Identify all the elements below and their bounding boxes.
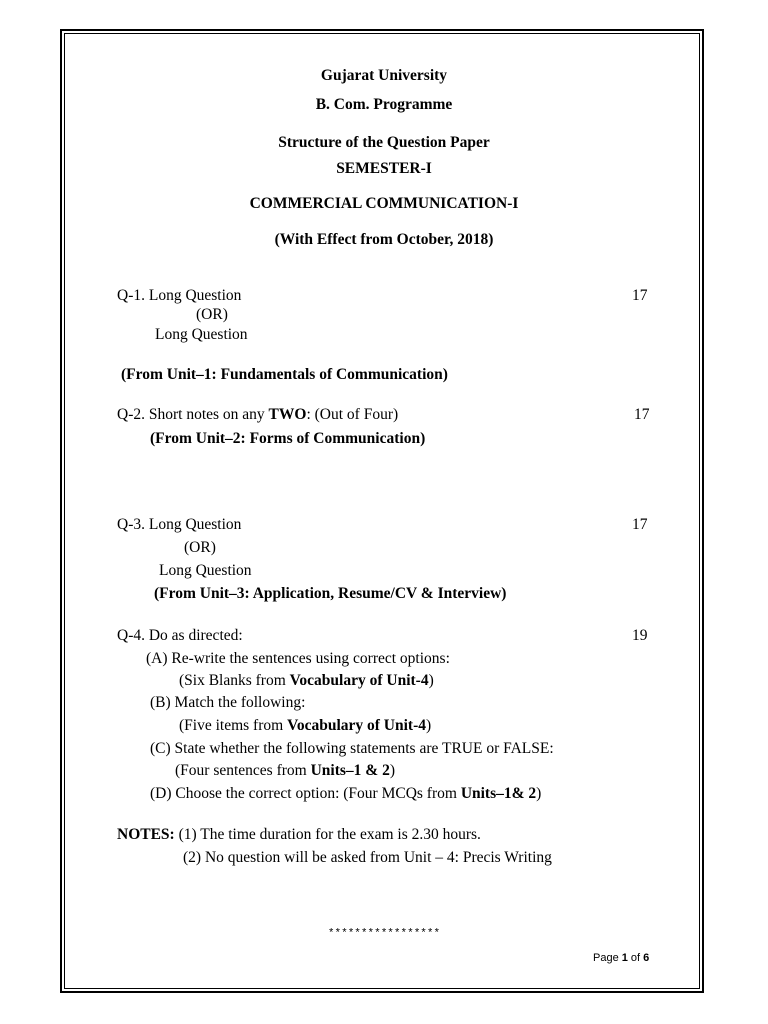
q4-part-d: (D) Choose the correct option: (Four MCQs from Units–1& 2): [150, 785, 542, 802]
q4-part-a-sub: (Six Blanks from Vocabulary of Unit-4): [179, 672, 434, 689]
university-title: Gujarat University: [320, 67, 448, 84]
q4-marks: 19: [632, 627, 648, 644]
q4-part-c-sub: (Four sentences from Units–1 & 2): [175, 762, 395, 779]
q3-marks: 17: [632, 516, 648, 533]
q4-label: Q-4. Do as directed:: [117, 627, 243, 644]
q4-part-c: (C) State whether the following statements are TRUE or FALSE:: [150, 740, 554, 757]
q1-label: Q-1. Long Question: [117, 287, 242, 304]
notes-line-2: (2) No question will be asked from Unit – 4: Precis Writing: [183, 849, 552, 866]
notes-line-1: NOTES: (1) The time duration for the exam is 2.30 hours.: [117, 826, 481, 843]
separator-stars: *****************: [327, 928, 441, 940]
q1-alt: Long Question: [155, 326, 248, 343]
q3-alt: Long Question: [159, 562, 252, 579]
q1-marks: 17: [632, 287, 648, 304]
subject-title: COMMERCIAL COMMUNICATION-I: [249, 195, 519, 212]
q1-or: (OR): [196, 306, 228, 323]
effect-note: (With Effect from October, 2018): [274, 231, 494, 248]
q3-label: Q-3. Long Question: [117, 516, 242, 533]
q2-marks: 17: [634, 406, 650, 423]
q2-unit: (From Unit–2: Forms of Communication): [150, 430, 426, 447]
q4-part-a: (A) Re-write the sentences using correct options:: [146, 650, 450, 667]
q3-or: (OR): [184, 539, 216, 556]
q4-part-b-sub: (Five items from Vocabulary of Unit-4): [179, 717, 432, 734]
q3-unit: (From Unit–3: Application, Resume/CV & Interview): [154, 585, 507, 602]
semester-title: SEMESTER-I: [336, 160, 432, 177]
page-number: Page 1 of 6: [593, 952, 650, 964]
q2-label: Q-2. Short notes on any TWO: (Out of Four): [117, 406, 399, 423]
q4-part-b: (B) Match the following:: [150, 694, 306, 711]
q1-unit: (From Unit–1: Fundamentals of Communication): [121, 366, 448, 383]
programme-title: B. Com. Programme: [315, 96, 453, 113]
structure-title: Structure of the Question Paper: [278, 134, 490, 151]
